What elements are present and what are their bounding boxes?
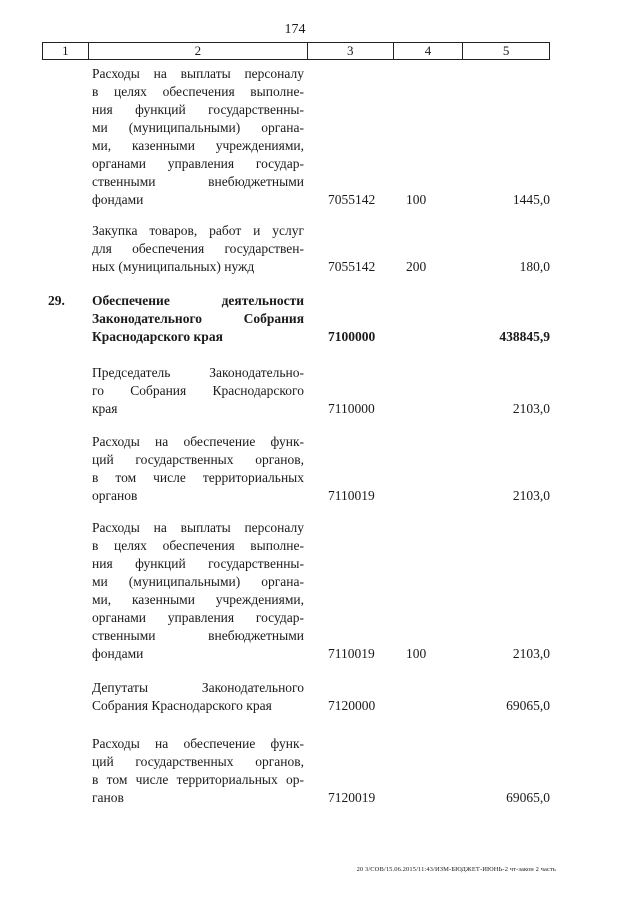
row-sum: 2103,0: [512, 488, 550, 503]
row-code: 7055142: [328, 192, 376, 207]
table-row: [42, 433, 550, 505]
table-row: [42, 519, 550, 663]
description-line: Законодательного Собрания: [92, 311, 304, 326]
description-line: ственными внебюджетными: [92, 174, 304, 189]
row-code: 7110019: [328, 646, 375, 661]
row-description: [92, 519, 304, 663]
header-cell-3: 3: [308, 43, 394, 59]
description-line: Депутаты Законодательного: [92, 680, 304, 695]
description-line: Председатель Законодательно-: [92, 365, 304, 380]
row-code: 7100000: [328, 329, 376, 344]
table-row: [42, 65, 550, 209]
description-line: Закупка товаров, работ и услуг: [92, 223, 304, 238]
description-line: ми, казенными учреждениями,: [92, 592, 304, 607]
row-description: [92, 222, 304, 276]
description-line: Расходы на обеспечение функ-: [92, 736, 304, 751]
row-description: [92, 433, 304, 505]
row-code: 7110000: [328, 401, 375, 416]
description-line: в том числе территориальных: [92, 470, 304, 485]
description-line: ния функций государственны-: [92, 102, 304, 117]
header-cell-2: 2: [89, 43, 308, 59]
description-line: ных (муниципальных) нужд: [92, 259, 255, 274]
row-sum: 69065,0: [506, 698, 550, 713]
description-line: ций государственных органов,: [92, 452, 304, 467]
page-number: 174: [284, 22, 306, 37]
row-description: [92, 679, 304, 715]
description-line: в том числе территориальных ор-: [92, 772, 304, 787]
row-sum: 2103,0: [512, 646, 550, 661]
description-line: Расходы на обеспечение функ-: [92, 434, 304, 449]
row-code: 7120019: [328, 790, 376, 805]
row-sum: 1445,0: [512, 192, 550, 207]
description-line: органов: [92, 488, 138, 503]
description-line: ния функций государственны-: [92, 556, 304, 571]
description-line: ций государственных органов,: [92, 754, 304, 769]
description-line: Собрания Краснодарского края: [92, 698, 272, 713]
row-description: [92, 292, 304, 346]
row-code: 7055142: [328, 259, 376, 274]
row-description: [92, 65, 304, 209]
table-row: [42, 364, 550, 418]
row-sum: 180,0: [519, 259, 550, 274]
description-line: ми, казенными учреждениями,: [92, 138, 304, 153]
description-line: го Собрания Краснодарского: [92, 383, 304, 398]
description-line: в целях обеспечения выполне-: [92, 538, 304, 553]
description-line: Краснодарского края: [92, 329, 223, 344]
description-line: Обеспечение деятельности: [92, 293, 304, 308]
description-line: Расходы на выплаты персоналу: [92, 520, 304, 535]
header-cell-1: 1: [43, 43, 89, 59]
row-number: 29.: [48, 293, 65, 308]
description-line: фондами: [92, 646, 144, 661]
description-line: органами управления государ-: [92, 156, 304, 171]
description-line: Расходы на выплаты персоналу: [92, 66, 304, 81]
row-code: 7110019: [328, 488, 375, 503]
header-cell-4: 4: [394, 43, 464, 59]
description-line: ственными внебюджетными: [92, 628, 304, 643]
table-row: [42, 679, 550, 715]
row-sum: 2103,0: [512, 401, 550, 416]
description-line: для обеспечения государствен-: [92, 241, 304, 256]
row-code: 7120000: [328, 698, 376, 713]
header-cell-5: 5: [502, 43, 510, 58]
row-vr: 200: [406, 259, 427, 274]
description-line: ганов: [92, 790, 124, 805]
description-line: ми (муниципальными) органа-: [92, 574, 304, 589]
row-vr: 100: [406, 192, 427, 207]
table-row: [42, 292, 550, 346]
row-description: [92, 364, 304, 418]
table-row: [42, 735, 550, 807]
description-line: органами управления государ-: [92, 610, 304, 625]
row-description: [92, 735, 304, 807]
description-line: фондами: [92, 192, 144, 207]
row-vr: 100: [406, 646, 427, 661]
row-sum: 438845,9: [499, 329, 550, 344]
row-sum: 69065,0: [506, 790, 550, 805]
table-row: [42, 222, 550, 276]
document-footer: 20 3/СОВ/15.06.2015/11:43/ИЗМ-БЮДЖЕТ-ИЮНЬ-2 чт-закон 2 часть: [356, 866, 556, 873]
description-line: в целях обеспечения выполне-: [92, 84, 304, 99]
table-header: [42, 42, 550, 60]
description-line: ми (муниципальными) органа-: [92, 120, 304, 135]
description-line: края: [92, 401, 118, 416]
